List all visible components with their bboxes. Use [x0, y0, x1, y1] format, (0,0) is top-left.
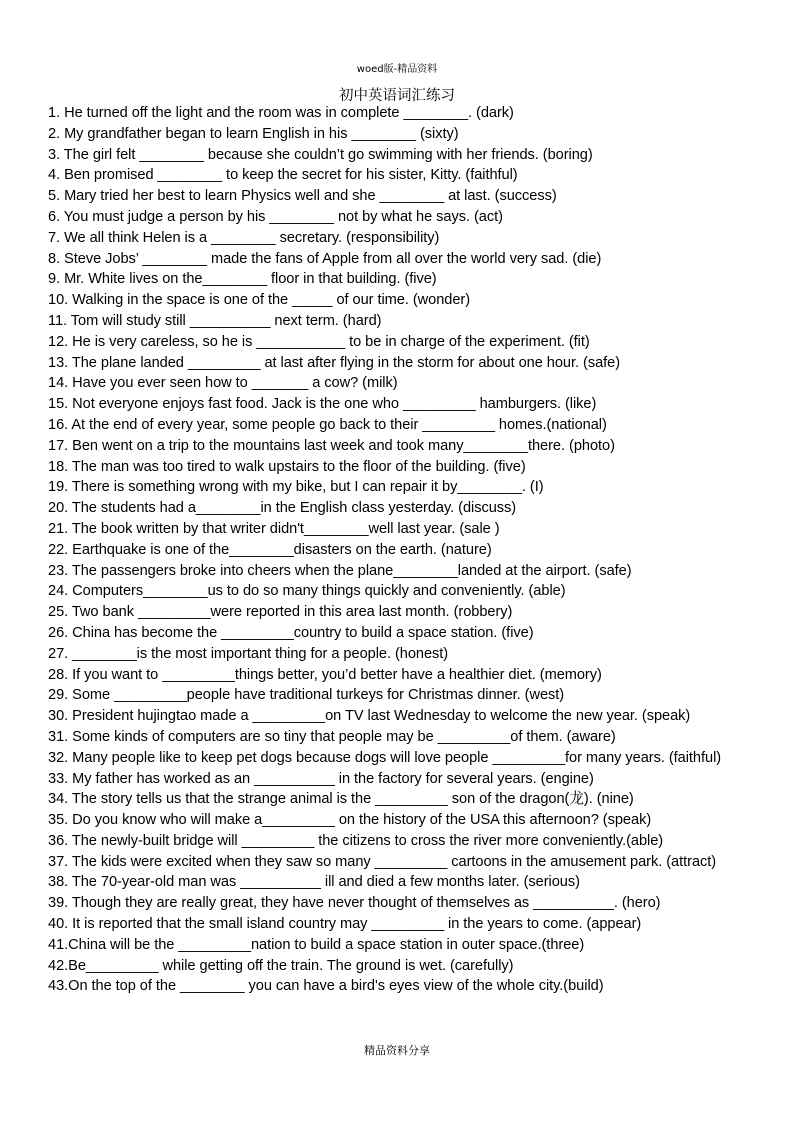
exercise-item: 35. Do you know who will make a_________ on the history of the USA this afternoon? (speak) [48, 812, 652, 829]
exercise-item: 29. Some _________people have traditional turkeys for Christmas dinner. (west) [48, 687, 565, 704]
exercise-item: 20. The students had a________in the English class yesterday. (discuss) [48, 500, 517, 517]
exercise-item: 9. Mr. White lives on the________ floor in that building. (five) [48, 271, 437, 288]
exercise-item: 19. There is something wrong with my bike, but I can repair it by________. (I) [48, 479, 544, 496]
exercise-item: 7. We all think Helen is a ________ secretary. (responsibility) [48, 229, 440, 246]
exercise-item: 5. Mary tried her best to learn Physics well and she ________ at last. (success) [48, 188, 557, 205]
exercise-item: 27. ________is the most important thing for a people. (honest) [48, 645, 449, 662]
page-title: 初中英语词汇练习 [339, 88, 455, 104]
exercise-item: 11. Tom will study still __________ next term. (hard) [48, 312, 382, 329]
exercise-list [48, 103, 746, 997]
exercise-item: 25. Two bank _________were reported in this area last month. (robbery) [48, 604, 513, 621]
exercise-item: 15. Not everyone enjoys fast food. Jack is the one who _________ hamburgers. (like) [48, 396, 597, 413]
exercise-item: 17. Ben went on a trip to the mountains last week and took many________there. (photo) [48, 437, 615, 454]
exercise-item: 38. The 70-year-old man was __________ ill and died a few months later. (serious) [48, 874, 580, 891]
exercise-item: 26. China has become the _________country to build a space station. (five) [48, 624, 534, 641]
exercise-item: 31. Some kinds of computers are so tiny that people may be _________of them. (aware) [48, 728, 616, 745]
exercise-item: 2. My grandfather began to learn English in his ________ (sixty) [48, 125, 459, 142]
exercise-item: 6. You must judge a person by his ________ not by what he says. (act) [48, 208, 503, 225]
exercise-item: 41.China will be the _________nation to build a space station in outer space.(three) [48, 936, 585, 953]
exercise-item: 18. The man was too tired to walk upstairs to the floor of the building. (five) [48, 458, 526, 475]
exercise-item: 39. Though they are really great, they have never thought of themselves as __________. (hero) [48, 895, 661, 912]
exercise-item: 40. It is reported that the small island country may _________ in the years to come. (appear) [48, 916, 642, 933]
page-footer: 精品资料分享 [364, 1044, 430, 1057]
exercise-item: 3. The girl felt ________ because she couldn’t go swimming with her friends. (boring) [48, 146, 593, 163]
exercise-item: 14. Have you ever seen how to _______ a cow? (milk) [48, 375, 398, 392]
exercise-item: 28. If you want to _________things better, you’d better have a healthier diet. (memory) [48, 666, 602, 683]
exercise-item: 4. Ben promised ________ to keep the secret for his sister, Kitty. (faithful) [48, 167, 518, 184]
exercise-item: 42.Be_________ while getting off the train. The ground is wet. (carefully) [48, 957, 514, 974]
exercise-item: 22. Earthquake is one of the________disasters on the earth. (nature) [48, 541, 492, 558]
exercise-item: 34. The story tells us that the strange animal is the _________ son of the dragon(龙). (nine) [48, 791, 634, 808]
exercise-item: 33. My father has worked as an __________ in the factory for several years. (engine) [48, 770, 594, 787]
page-header: woed版-精品资料 [356, 64, 438, 75]
exercise-item: 12. He is very careless, so he is ___________ to be in charge of the experiment. (fit) [48, 333, 590, 350]
exercise-item: 43.On the top of the ________ you can have a bird's eyes view of the whole city.(build) [48, 978, 604, 995]
exercise-item: 8. Steve Jobs’ ________ made the fans of Apple from all over the world very sad. (die) [48, 250, 602, 267]
exercise-item: 13. The plane landed _________ at last after flying in the storm for about one hour. (safe) [48, 354, 621, 371]
exercise-item: 30. President hujingtao made a _________on TV last Wednesday to welcome the new year. (speak) [48, 708, 691, 725]
exercise-item: 21. The book written by that writer didn't________well last year. (sale ) [48, 520, 500, 537]
exercise-item: 23. The passengers broke into cheers when the plane________landed at the airport. (safe) [48, 562, 632, 579]
exercise-item: 32. Many people like to keep pet dogs because dogs will love people _________for many years. (faithful) [48, 749, 722, 766]
exercise-item: 16. At the end of every year, some people go back to their _________ homes.(national) [48, 416, 607, 433]
exercise-item: 24. Computers________us to do so many things quickly and conveniently. (able) [48, 583, 566, 600]
exercise-item: 37. The kids were excited when they saw so many _________ cartoons in the amusement park. (attract) [48, 853, 717, 870]
exercise-item: 1. He turned off the light and the room was in complete ________. (dark) [48, 105, 514, 121]
exercise-item: 36. The newly-built bridge will _________ the citizens to cross the river more conveniently.(able) [48, 832, 664, 849]
exercise-item: 10. Walking in the space is one of the _____ of our time. (wonder) [48, 292, 471, 309]
